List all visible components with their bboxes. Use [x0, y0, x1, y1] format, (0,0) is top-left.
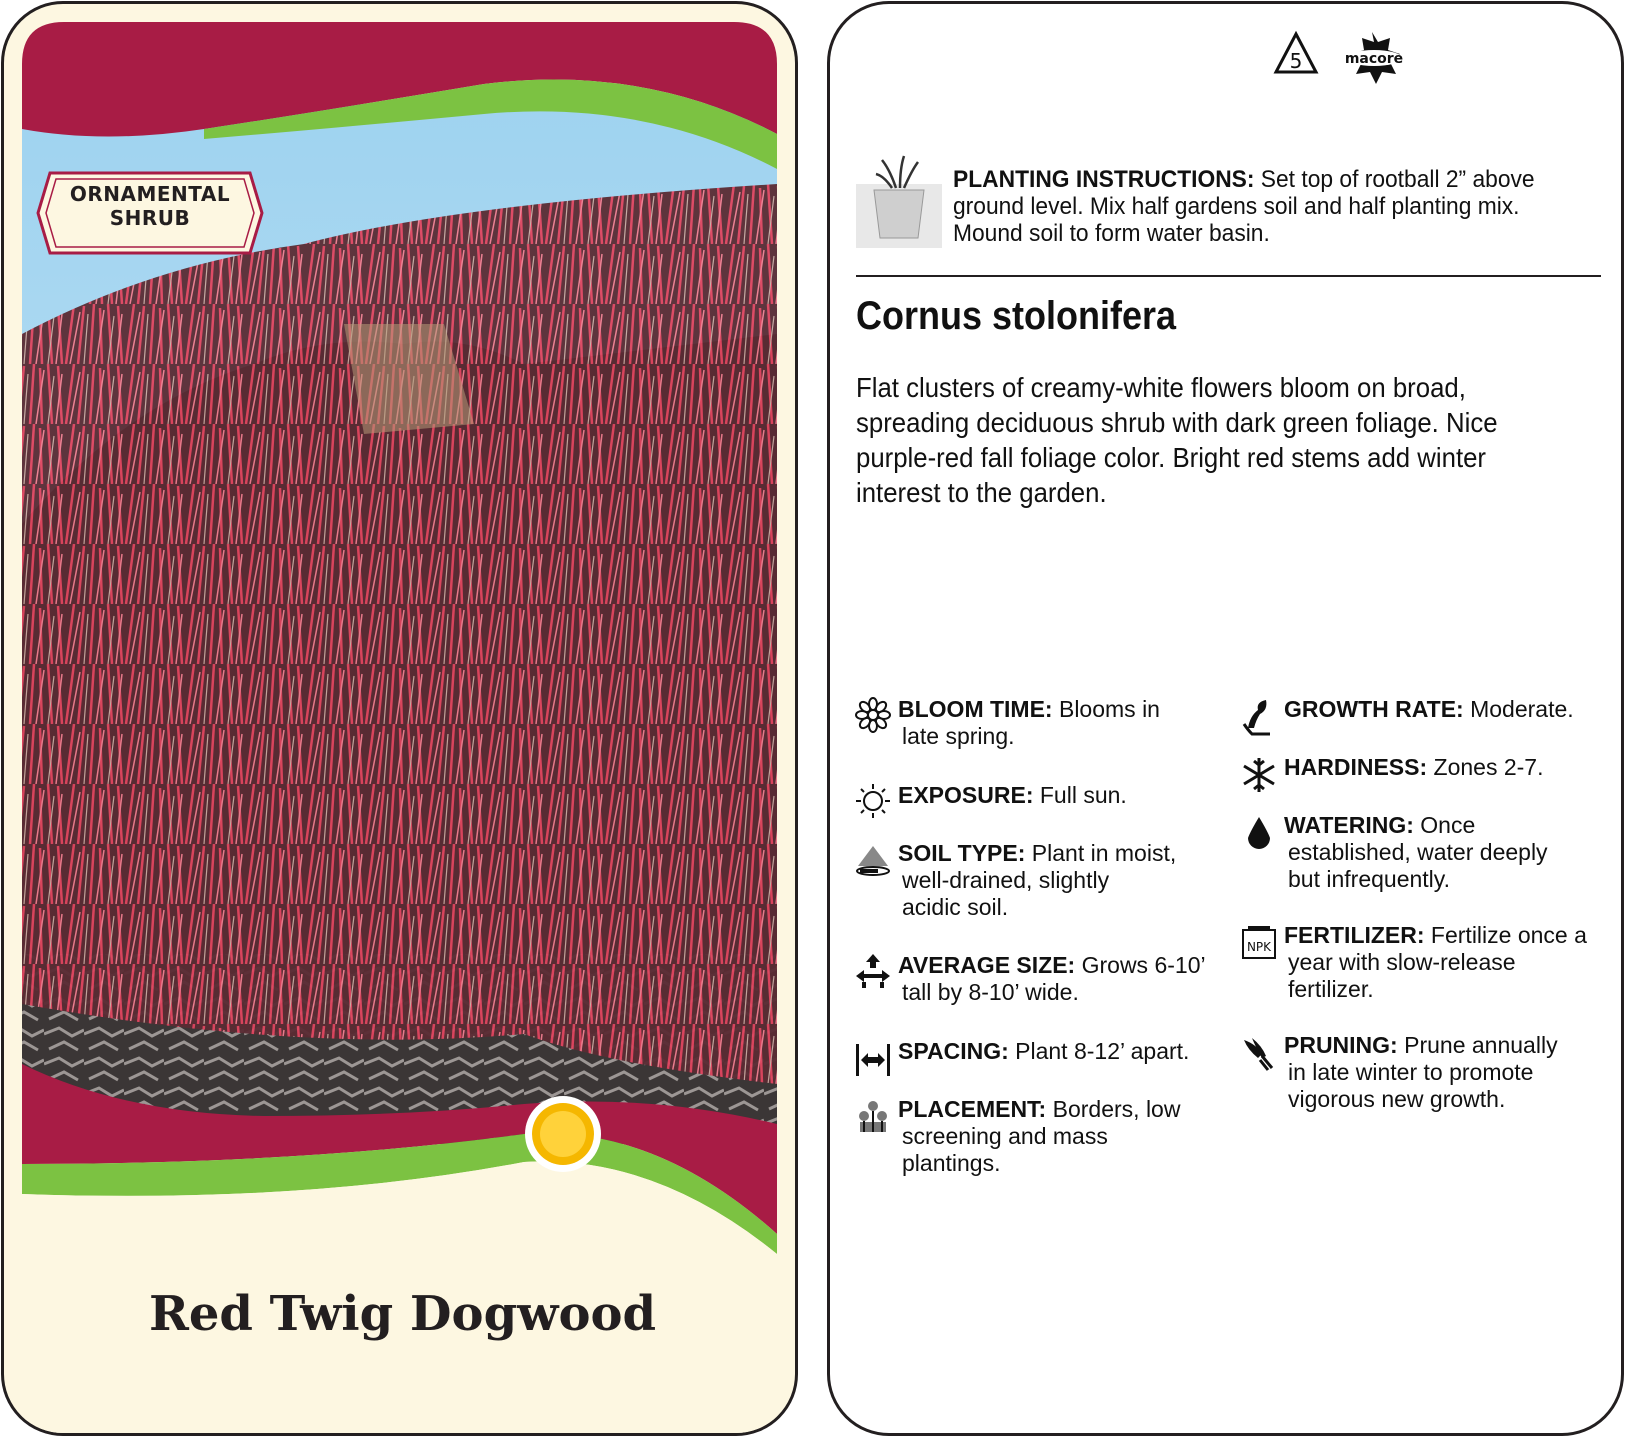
front-card: [1, 1, 798, 1436]
exposure-value: Full sun.: [1033, 782, 1127, 808]
recycle-5-icon: [1276, 34, 1316, 73]
pruning-value-2: in late winter to promote: [1288, 1059, 1534, 1085]
recycling-logos: [1272, 28, 1412, 90]
spacing-value: Plant 8-12’ apart.: [1008, 1038, 1190, 1064]
badge-line-1: ORNAMENTAL: [69, 182, 231, 206]
pruning-value-3: vigorous new growth.: [1288, 1086, 1506, 1112]
npk-text: NPK: [1246, 940, 1272, 954]
average-size-label: AVERAGE SIZE:: [898, 952, 1076, 978]
hardiness-label: HARDINESS:: [1284, 754, 1428, 780]
hardiness-value: Zones 2-7.: [1427, 754, 1544, 780]
plant-description: [856, 370, 1555, 510]
soil-type-value-1: Plant in moist,: [1025, 840, 1177, 866]
pruning-attr: [1284, 1032, 1558, 1113]
recycle-number: 5: [1289, 49, 1303, 73]
snowflake-icon: [1240, 756, 1278, 794]
spacing-icon: [854, 1040, 892, 1078]
latin-name: Cornus stolonifera: [856, 294, 1177, 338]
watering-label: WATERING:: [1284, 812, 1414, 838]
description-line-2: spreading deciduous shrub with dark green foliage. Nice: [856, 407, 1498, 438]
description-line-1: Flat clusters of creamy-white flowers bloom on broad,: [856, 372, 1466, 403]
soil-type-value-3: acidic soil.: [902, 894, 1009, 920]
size-icon: [854, 952, 892, 990]
placement-value-2: screening and mass: [902, 1123, 1108, 1149]
fertilizer-value-2: year with slow-release: [1288, 949, 1516, 975]
pruning-value-1: Prune annually: [1397, 1032, 1558, 1058]
average-size-value-2: tall by 8-10’ wide.: [902, 979, 1079, 1005]
planting-line-3: Mound soil to form water basin.: [953, 220, 1270, 247]
planting-line-2: ground level. Mix half gardens soil and half planting mix.: [953, 193, 1520, 220]
planting-instructions: [953, 166, 1561, 247]
back-card: [827, 1, 1624, 1436]
soil-type-value-2: well-drained, slightly: [902, 867, 1110, 893]
placement-value-3: plantings.: [902, 1150, 1001, 1176]
bloom-time-label: BLOOM TIME:: [898, 696, 1053, 722]
placement-attr: [898, 1096, 1180, 1177]
bloom-time-value-1: Blooms in: [1052, 696, 1160, 722]
section-divider: [856, 275, 1601, 277]
soil-type-attr: [898, 840, 1176, 921]
watering-value-3: but infrequently.: [1288, 866, 1450, 892]
fertilizer-label: FERTILIZER:: [1284, 922, 1425, 948]
watering-value-2: established, water deeply: [1288, 839, 1548, 865]
placement-label: PLACEMENT:: [898, 1096, 1047, 1122]
pruning-icon: [1240, 1034, 1278, 1072]
fertilizer-value-3: fertilizer.: [1288, 976, 1374, 1002]
common-name-title: Red Twig Dogwood: [148, 1286, 657, 1342]
soil-icon: [854, 840, 892, 878]
sun-icon: [854, 782, 892, 820]
fertilizer-attr: [1284, 922, 1587, 1003]
bloom-time-attr: [898, 696, 1160, 750]
flower-icon: [854, 696, 892, 734]
planting-line-1: Set top of rootball 2” above: [1254, 166, 1535, 193]
exposure-attr: [898, 782, 1127, 809]
pruning-label: PRUNING:: [1284, 1032, 1398, 1058]
description-line-3: purple-red fall foliage color. Bright red stems add winter: [856, 442, 1487, 473]
average-size-attr: [898, 952, 1206, 1006]
bloom-time-value-2: late spring.: [902, 723, 1015, 749]
average-size-value-1: Grows 6-10’: [1075, 952, 1206, 978]
planting-label: PLANTING INSTRUCTIONS:: [953, 166, 1255, 193]
spacing-label: SPACING:: [898, 1038, 1009, 1064]
full-sun-icon: [523, 1094, 603, 1174]
badge-line-2: SHRUB: [109, 206, 191, 230]
soil-type-label: SOIL TYPE:: [898, 840, 1026, 866]
watering-value-1: Once: [1413, 812, 1476, 838]
category-badge-label: [36, 182, 264, 230]
macore-logo-icon: [1345, 32, 1403, 84]
watering-attr: [1284, 812, 1548, 893]
placement-icon: [854, 1098, 892, 1136]
description-line-4: interest to the garden.: [856, 477, 1107, 508]
growth-rate-value: Moderate.: [1463, 696, 1574, 722]
growth-icon: [1240, 698, 1278, 736]
macore-text: macore: [1344, 51, 1404, 67]
exposure-label: EXPOSURE:: [898, 782, 1034, 808]
growth-rate-label: GROWTH RATE:: [1284, 696, 1464, 722]
placement-value-1: Borders, low: [1046, 1096, 1181, 1122]
planting-pot-icon: [856, 152, 942, 248]
spacing-attr: [898, 1038, 1189, 1065]
fertilizer-icon: [1240, 924, 1278, 962]
growth-rate-attr: [1284, 696, 1574, 723]
water-drop-icon: [1240, 814, 1278, 852]
hardiness-attr: [1284, 754, 1543, 781]
fertilizer-value-1: Fertilize once a: [1424, 922, 1587, 948]
